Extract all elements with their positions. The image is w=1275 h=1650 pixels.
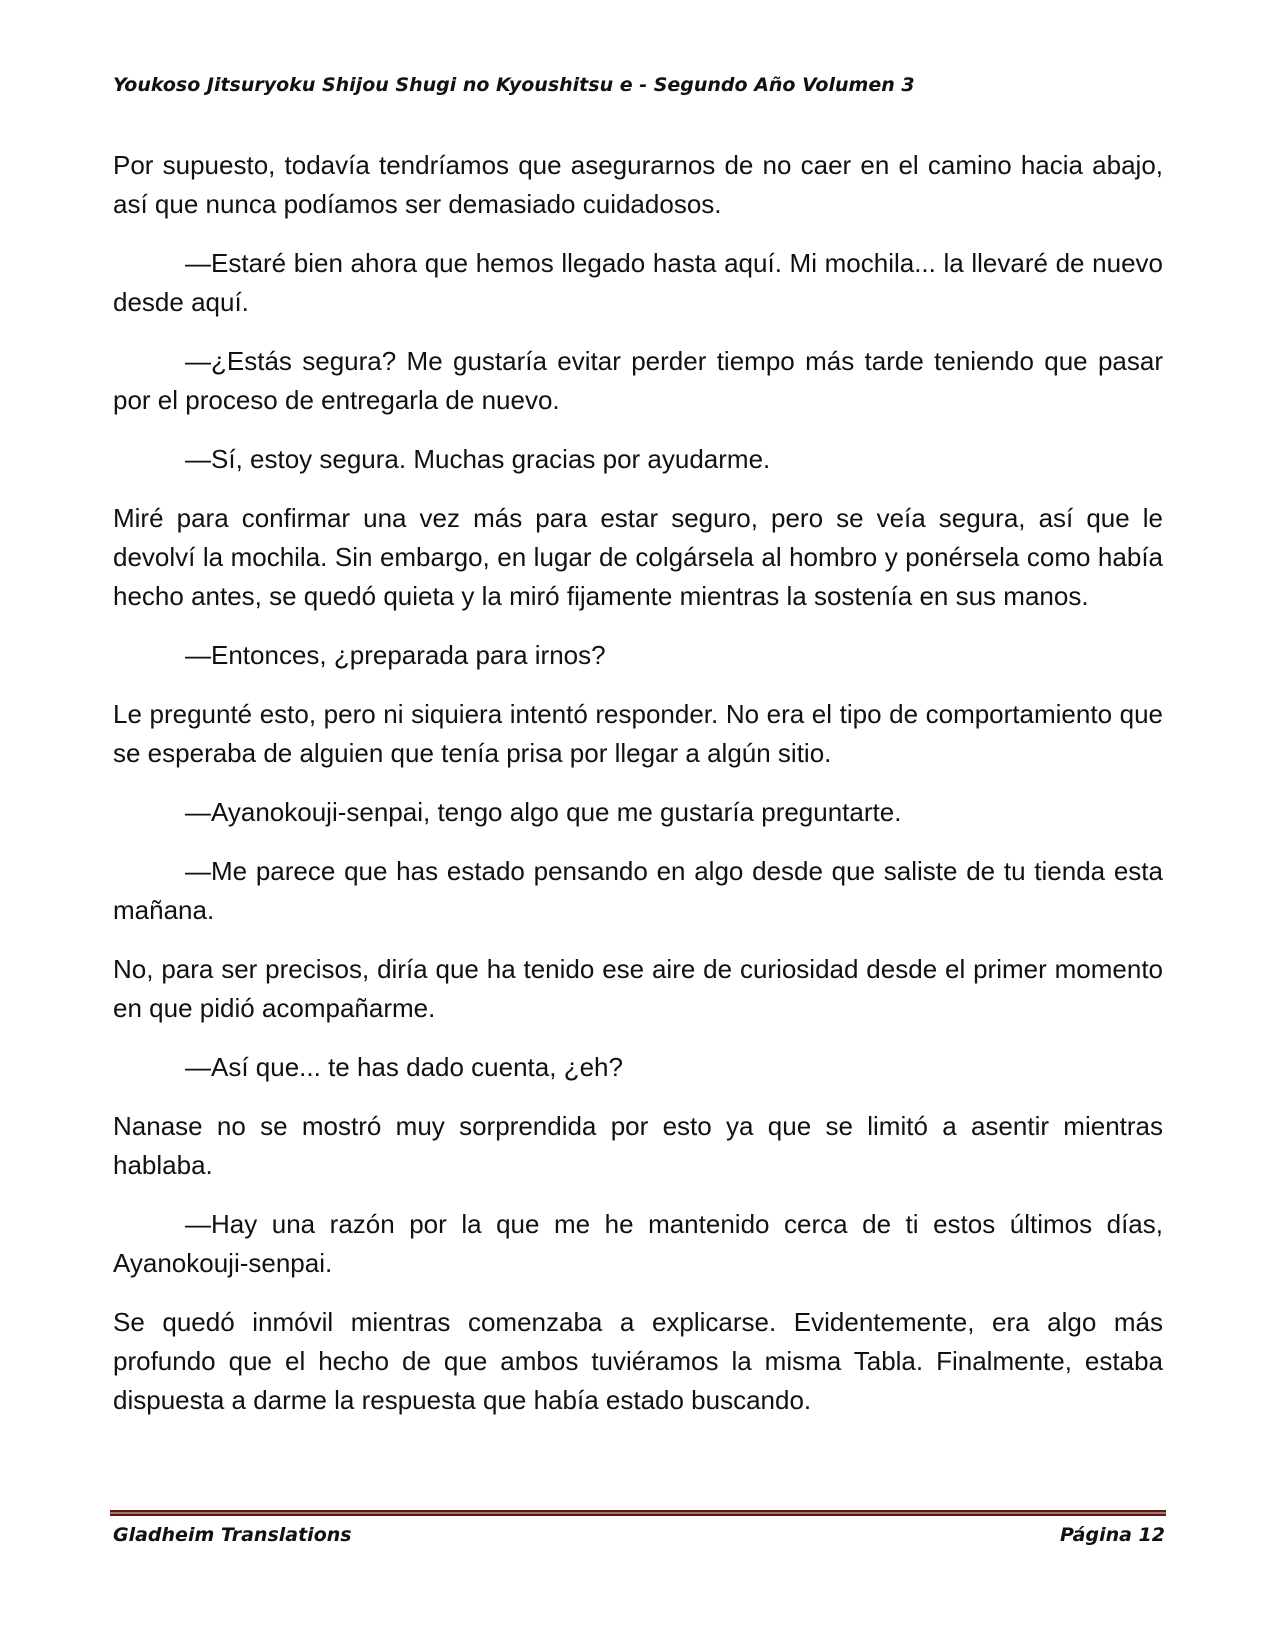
dialogue-paragraph: —¿Estás segura? Me gustaría evitar perder tiempo más tarde teniendo que pasar por el proceso de entregarla de nuevo.	[113, 346, 1163, 415]
paragraph: Se quedó inmóvil mientras comenzaba a explicarse. Evidentemente, era algo más profundo que el hecho de que ambos tuviéramos la misma Tabla. Finalmente, estaba dispuesta a darme la respuesta que había estado buscando.	[113, 1307, 1163, 1415]
paragraph: Nanase no se mostró muy sorprendida por esto ya que se limitó a asentir mientras hablaba.	[113, 1111, 1163, 1180]
footer-page-number: Página 12	[1059, 1524, 1165, 1546]
running-header: Youkoso Jitsuryoku Shijou Shugi no Kyoushitsu e - Segundo Año Volumen 3	[113, 74, 915, 96]
paragraph: Le pregunté esto, pero ni siquiera intentó responder. No era el tipo de comportamiento que se esperaba de alguien que tenía prisa por llegar a algún sitio.	[113, 699, 1163, 768]
dialogue-paragraph: —Me parece que has estado pensando en algo desde que saliste de tu tienda esta mañana.	[113, 856, 1163, 925]
footer-translator-credit: Gladheim Translations	[113, 1524, 352, 1546]
dialogue-paragraph: —Hay una razón por la que me he mantenido cerca de ti estos últimos días, Ayanokouji-senpai.	[113, 1209, 1163, 1278]
dialogue-paragraph: —Estaré bien ahora que hemos llegado hasta aquí. Mi mochila... la llevaré de nuevo desde aquí.	[113, 248, 1163, 317]
paragraph: Por supuesto, todavía tendríamos que asegurarnos de no caer en el camino hacia abajo, así que nunca podíamos ser demasiado cuidadosos.	[113, 150, 1163, 219]
paragraph: No, para ser precisos, diría que ha tenido ese aire de curiosidad desde el primer momento en que pidió acompañarme.	[113, 954, 1163, 1023]
dialogue-paragraph: —Ayanokouji-senpai, tengo algo que me gustaría preguntarte.	[185, 797, 902, 827]
dialogue-paragraph: —Así que... te has dado cuenta, ¿eh?	[185, 1052, 623, 1082]
dialogue-paragraph: —Sí, estoy segura. Muchas gracias por ayudarme.	[185, 444, 771, 474]
paragraph: Miré para confirmar una vez más para estar seguro, pero se veía segura, así que le devolví la mochila. Sin embargo, en lugar de colgársela al hombro y ponérsela como había hecho antes, se quedó quieta y la miró fijamente mientras la sostenía en sus manos.	[113, 503, 1163, 611]
page-body	[113, 146, 1163, 1440]
footer-rule-inner	[110, 1512, 1166, 1514]
dialogue-paragraph: —Entonces, ¿preparada para irnos?	[185, 640, 606, 670]
